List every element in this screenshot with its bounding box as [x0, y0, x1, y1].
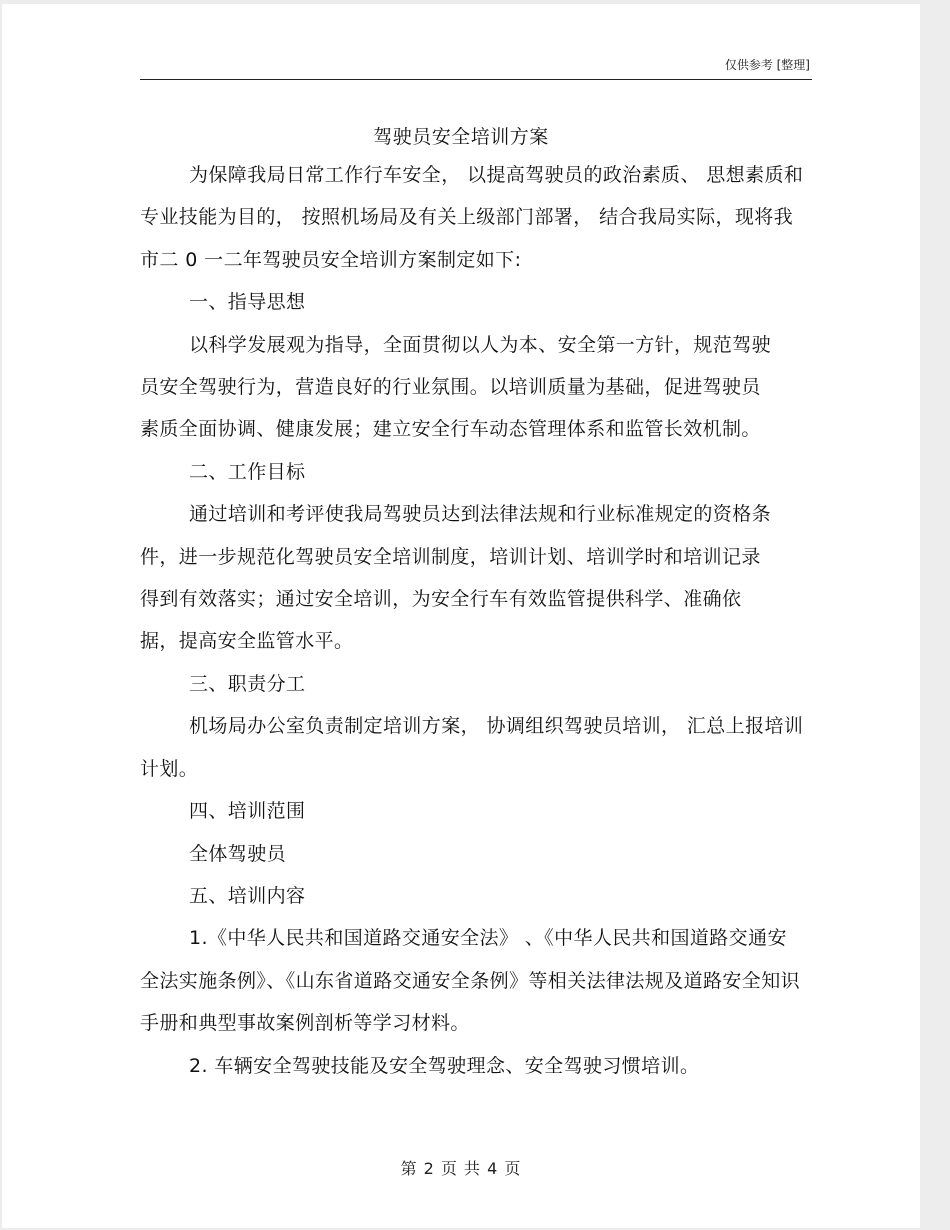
training-content-item-1: 1.《中华人民共和国道路交通安全法》 、《中华人民共和国道路交通安全法实施条例》、《山东省道路交通安全条例》等相关法律法规及道路安全知识手册和典型事故案例剖析等学习材料。 [140, 927, 801, 1035]
intro-paragraph: 为保障我局日常工作行车安全， 以提高驾驶员的政治素质、 思想素质和专业技能为目的， 按照机场局及有关上级部门部署， 结合我局实际，现将我市二 0 一二年驾驶员安全培训方案制定如下: [140, 164, 804, 271]
training-content-item-2: 2. 车辆安全驾驶技能及安全驾驶理念、安全驾驶习惯培训。 [189, 1054, 700, 1077]
document-body [140, 154, 812, 1087]
page-number-footer: 第 2 页 共 4 页 [400, 1159, 522, 1178]
section-heading-responsibilities: 三、职责分工 [189, 672, 306, 695]
work-goals-paragraph: 通过培训和考评使我局驾驶员达到法律法规和行业标准规定的资格条件，进一步规范化驾驶员安全培训制度，培训计划、培训学时和培训记录得到有效落实；通过安全培训，为安全行车有效监管提供科学、准确依据，提高安全监管水平。 [140, 503, 772, 653]
section-heading-guiding-ideology: 一、指导思想 [189, 291, 306, 314]
training-scope-paragraph: 全体驾驶员 [189, 842, 287, 865]
section-heading-training-scope: 四、培训范围 [189, 800, 306, 823]
header-note: 仅供参考 [整理] [724, 58, 810, 72]
document-title: 驾驶员安全培训方案 [373, 126, 549, 148]
responsibilities-paragraph: 机场局办公室负责制定培训方案， 协调组织驾驶员培训， 汇总上报培训计划。 [140, 715, 804, 780]
header-divider [140, 79, 812, 80]
document-page [2, 4, 920, 1228]
section-heading-work-goals: 二、工作目标 [189, 460, 306, 483]
guiding-ideology-paragraph: 以科学发展观为指导，全面贯彻以人为本、安全第一方针，规范驾驶员安全驾驶行为，营造良好的行业氛围。以培训质量为基础，促进驾驶员素质全面协调、健康发展；建立安全行车动态管理体系和监管长效机制。 [140, 333, 772, 441]
section-heading-training-content: 五、培训内容 [189, 884, 306, 907]
